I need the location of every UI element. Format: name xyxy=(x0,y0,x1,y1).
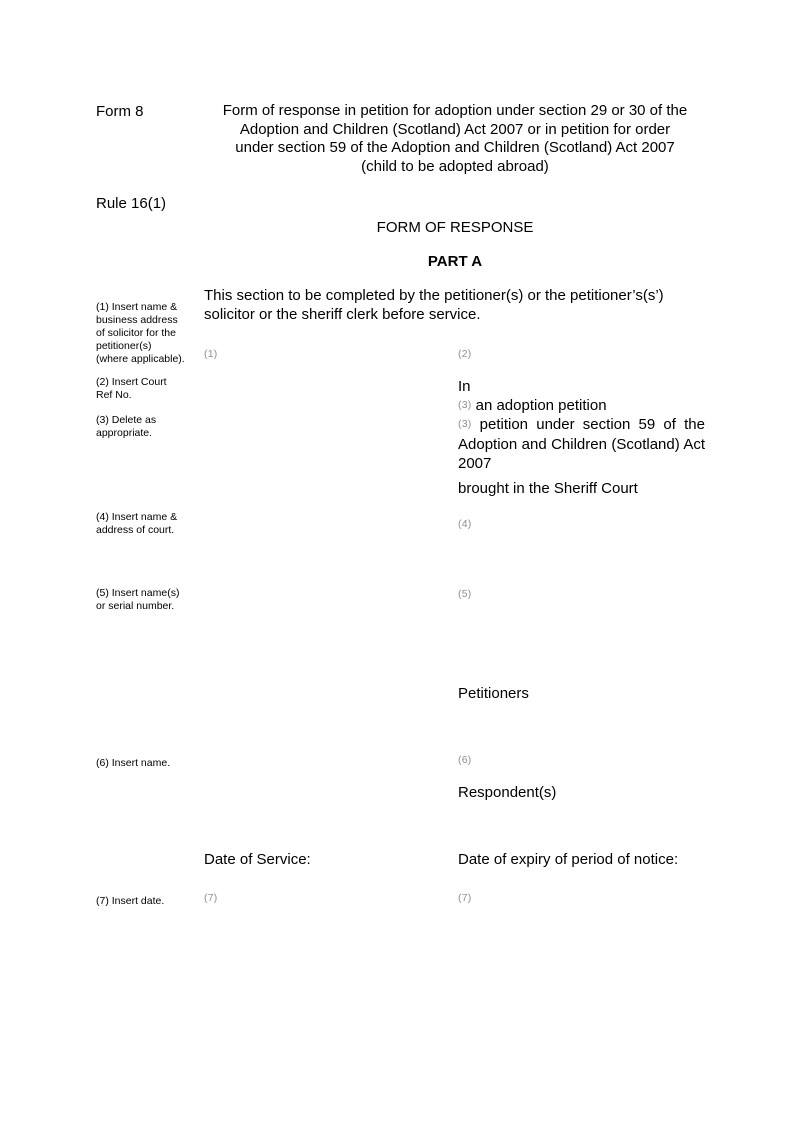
option-adoption-petition-text: an adoption petition xyxy=(475,396,607,414)
petitioners-label: Petitioners xyxy=(458,685,529,702)
footnote-ref-1: (1) xyxy=(204,348,218,360)
footnote-ref-7b: (7) xyxy=(458,892,472,904)
form-title: Form of response in petition for adoption under section 29 or 30 of the Adoption and Children (Scotland) Act 2007 or in petition for order under section 59 of the Adoption and Children (Scotland) Act 2007 (child to be adopted abroad) xyxy=(222,102,688,176)
footnote-ref-7a: (7) xyxy=(204,892,218,904)
respondents-label: Respondent(s) xyxy=(458,784,557,801)
intro-text: This section to be completed by the petitioner(s) or the petitioner’s(s’) solicitor or the sheriff clerk before service. xyxy=(204,287,664,323)
margin-note-6: (6) Insert name. xyxy=(96,757,171,769)
footnote-ref-4: (4) xyxy=(458,518,472,530)
option-section-59-text: petition under section 59 of the Adoption and Children (Scotland) Act 2007 xyxy=(458,416,705,472)
margin-note-7: (7) Insert date. xyxy=(96,895,165,907)
part-a-heading: PART A xyxy=(427,253,483,270)
main-heading: FORM OF RESPONSE xyxy=(376,219,534,236)
margin-note-5: (5) Insert name(s) or serial number. xyxy=(96,587,180,612)
in-label: In xyxy=(458,378,471,395)
margin-note-3: (3) Delete as appropriate. xyxy=(96,414,157,439)
form-number: Form 8 xyxy=(96,103,144,120)
date-of-service-label: Date of Service: xyxy=(204,851,311,868)
brought-in-text: brought in the Sheriff Court xyxy=(458,479,638,497)
footnote-ref-3b: (3) xyxy=(458,418,472,431)
margin-note-2: (2) Insert Court Ref No. xyxy=(96,376,167,401)
footnote-ref-5: (5) xyxy=(458,588,472,600)
footnote-ref-6: (6) xyxy=(458,754,472,766)
margin-note-1: (1) Insert name & business address of solicitor for the petitioner(s) (where applicable). xyxy=(96,301,185,365)
date-of-expiry-label: Date of expiry of period of notice: xyxy=(458,851,679,868)
option-section-59 xyxy=(458,416,705,473)
footnote-ref-2: (2) xyxy=(458,348,472,360)
margin-note-4: (4) Insert name & address of court. xyxy=(96,511,178,536)
case-caption xyxy=(458,378,705,498)
rule-number: Rule 16(1) xyxy=(96,195,167,212)
option-adoption-petition xyxy=(458,397,705,417)
footnote-ref-3a: (3) xyxy=(458,398,472,411)
